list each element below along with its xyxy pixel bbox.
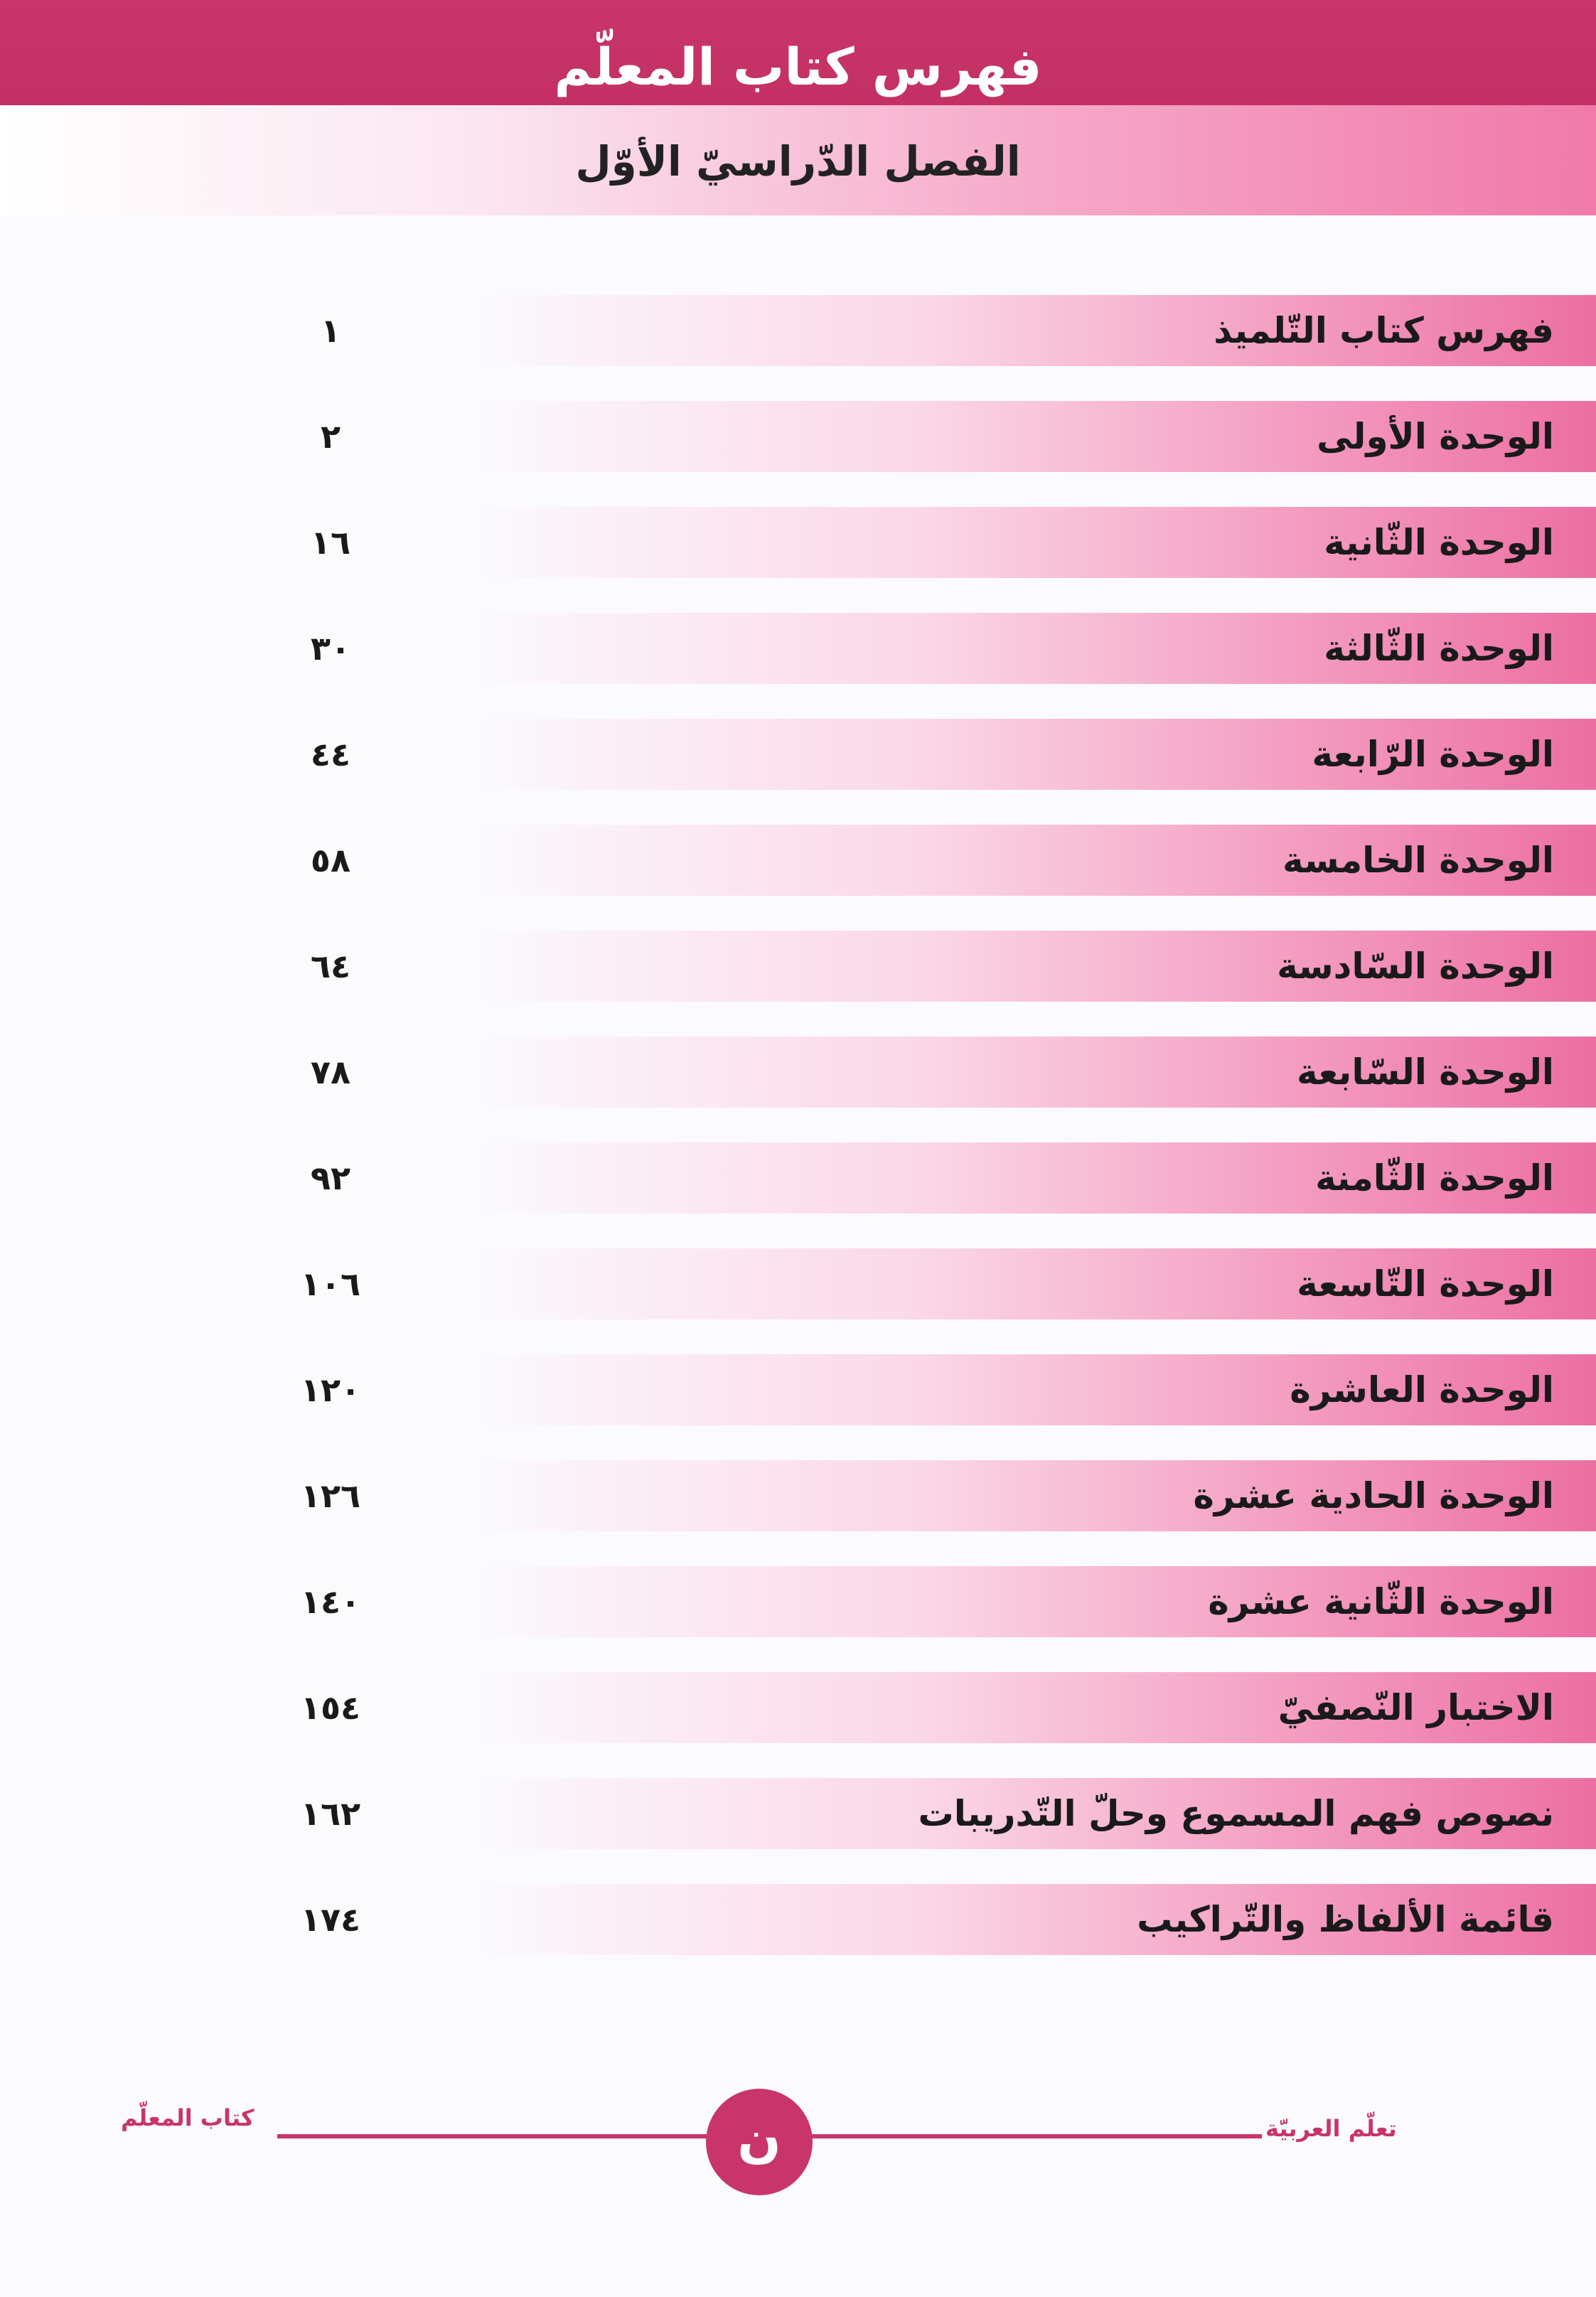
toc-row[interactable] — [213, 825, 1554, 896]
toc-label: الوحدة السّابعة — [1297, 1051, 1554, 1093]
toc-row[interactable] — [213, 1037, 1554, 1108]
toc-bar — [462, 401, 1596, 472]
toc-bar — [462, 1566, 1596, 1637]
toc-bar — [462, 507, 1596, 578]
toc-bar — [462, 825, 1596, 896]
toc-page-number: ٩٢ — [310, 1159, 351, 1197]
toc-bar — [462, 1037, 1596, 1108]
toc-row[interactable] — [213, 1884, 1554, 1955]
toc-bar — [462, 1142, 1596, 1214]
toc-row[interactable] — [213, 1248, 1554, 1319]
toc-page-number: ٢ — [320, 417, 341, 456]
toc-bar — [462, 1248, 1596, 1319]
toc-page-number: ٦٤ — [310, 947, 351, 985]
toc-page-number: ١ — [320, 311, 341, 350]
toc-row[interactable] — [213, 1354, 1554, 1425]
toc-bar — [462, 1354, 1596, 1425]
toc-page-number: ١٦ — [310, 523, 351, 562]
toc-bar — [462, 1884, 1596, 1955]
toc-label: الوحدة الخامسة — [1282, 840, 1554, 881]
toc-row[interactable] — [213, 1142, 1554, 1214]
toc-page-number: ١٧٤ — [300, 1900, 361, 1939]
toc-page-number: ٧٨ — [310, 1053, 351, 1091]
toc-page-number: ١٤٠ — [300, 1583, 361, 1621]
toc-label: نصوص فهم المسموع وحلّ التّدريبات — [918, 1793, 1554, 1834]
toc-label: الوحدة السّادسة — [1277, 946, 1554, 987]
toc-row[interactable] — [213, 507, 1554, 578]
page-letter-badge: ن — [706, 2089, 813, 2195]
toc-bar — [462, 295, 1596, 366]
toc-row[interactable] — [213, 1460, 1554, 1531]
toc-label: الوحدة الرّابعة — [1312, 734, 1554, 775]
toc-bar — [462, 1460, 1596, 1531]
toc-row[interactable] — [213, 613, 1554, 684]
footer-series-title: تعلّم العربيّة — [1265, 2115, 1397, 2142]
toc-label: الوحدة الثّانية عشرة — [1208, 1581, 1554, 1622]
toc-bar — [462, 1778, 1596, 1849]
toc-page-number: ١٢٠ — [300, 1371, 361, 1409]
toc-label: قائمة الألفاظ والتّراكيب — [1137, 1899, 1554, 1940]
toc-bar — [462, 1672, 1596, 1743]
toc-row[interactable] — [213, 1672, 1554, 1743]
toc-bar — [462, 931, 1596, 1002]
toc-row[interactable] — [213, 401, 1554, 472]
toc-page-number: ١٦٢ — [300, 1794, 361, 1833]
toc-row[interactable] — [213, 931, 1554, 1002]
toc-page-number: ١٥٤ — [300, 1688, 361, 1727]
toc-page-number: ٣٠ — [310, 629, 351, 668]
toc-row[interactable] — [213, 1778, 1554, 1849]
footer-book-title: كتاب المعلّم — [121, 2104, 255, 2131]
toc-bar — [462, 613, 1596, 684]
toc-label: الوحدة العاشرة — [1290, 1369, 1554, 1410]
toc-label: فهرس كتاب التّلميذ — [1214, 310, 1554, 351]
toc-page-number: ٥٨ — [310, 841, 351, 879]
toc-page-number: ١٢٦ — [300, 1477, 361, 1515]
toc-label: الوحدة الحادية عشرة — [1193, 1475, 1554, 1516]
toc-label: الوحدة التّاسعة — [1297, 1263, 1554, 1305]
toc-page-number: ٤٤ — [310, 735, 351, 773]
toc-label: الوحدة الأولى — [1317, 416, 1554, 457]
toc-row[interactable] — [213, 295, 1554, 366]
toc-row[interactable] — [213, 719, 1554, 790]
page-subtitle: الفصل الدّراسيّ الأوّل — [575, 137, 1021, 186]
page-title: فهرس كتاب المعلّم — [554, 37, 1042, 97]
toc-page-number: ١٠٦ — [300, 1265, 361, 1303]
toc-label: الاختبار النّصفيّ — [1278, 1687, 1554, 1728]
toc-label: الوحدة الثّامنة — [1315, 1157, 1554, 1199]
toc-label: الوحدة الثّانية — [1324, 522, 1554, 563]
toc-row[interactable] — [213, 1566, 1554, 1637]
toc-label: الوحدة الثّالثة — [1324, 628, 1554, 669]
toc-bar — [462, 719, 1596, 790]
